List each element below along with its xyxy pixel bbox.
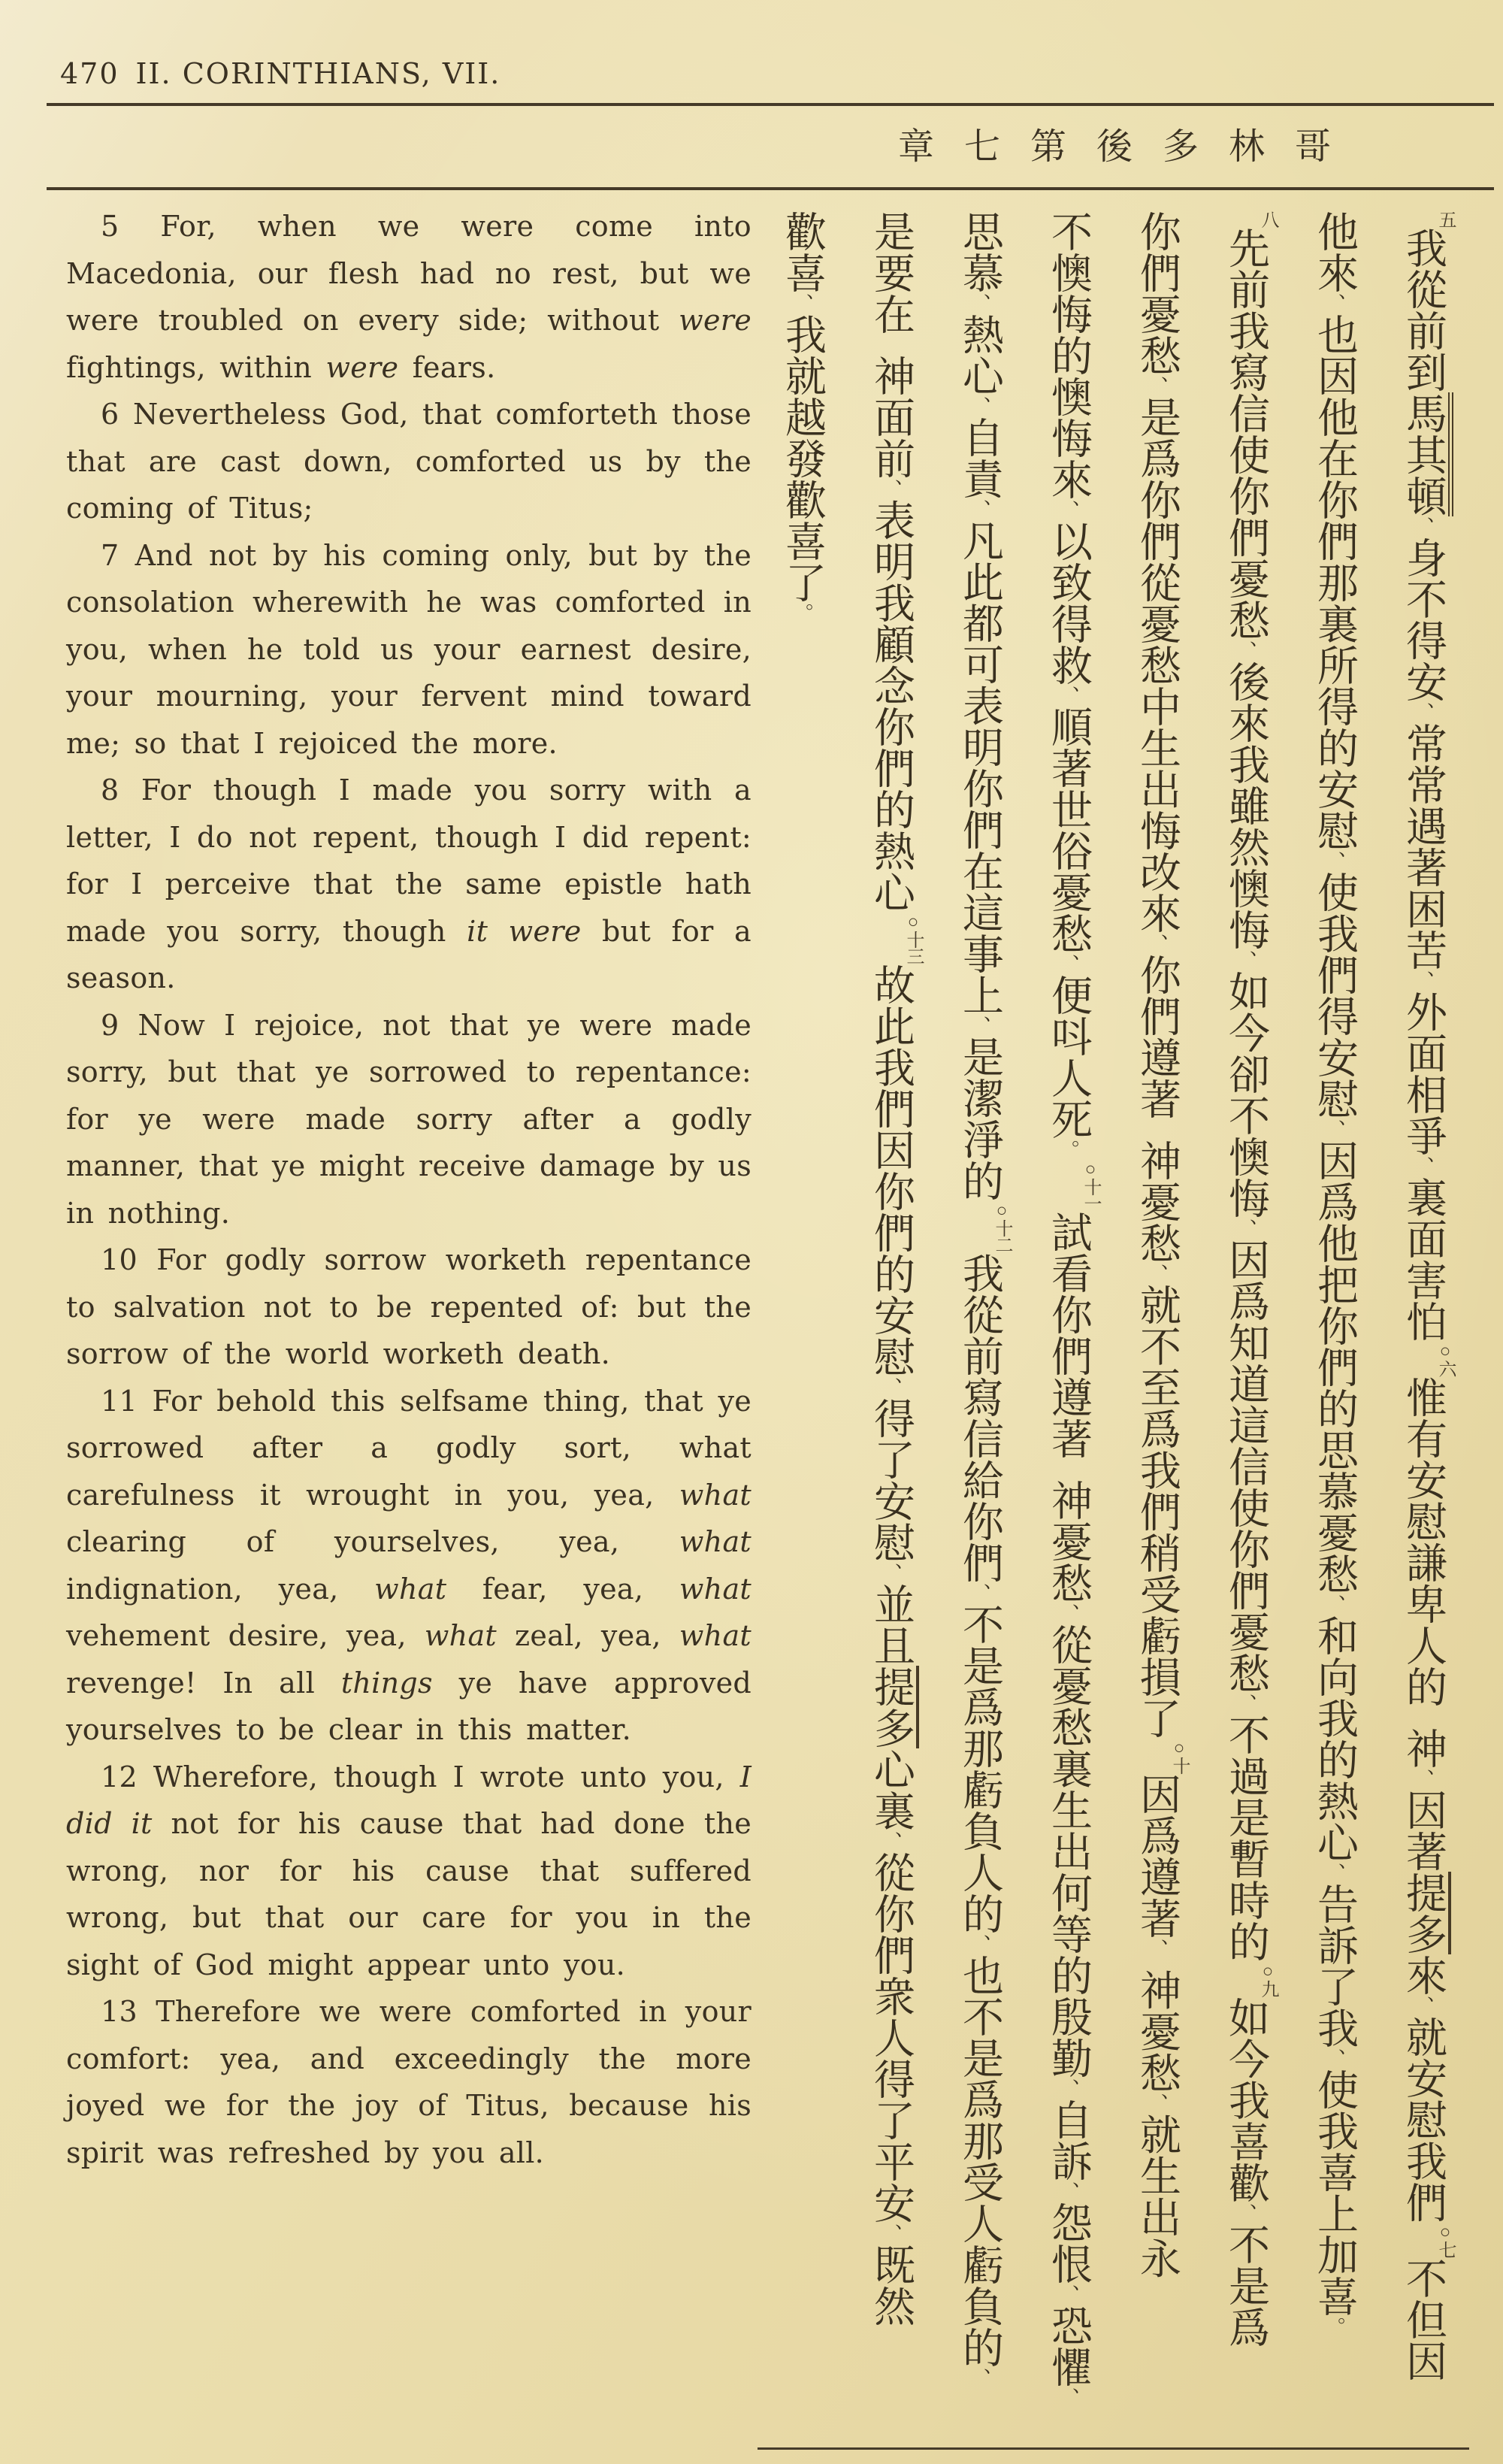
supplied-word: what: [679, 1619, 752, 1652]
proper-noun: 提多: [868, 1666, 919, 1748]
verse-text: 5 For, when we were come into Macedonia, our flesh had no rest, but we were troubled on every side; without: [66, 210, 752, 337]
punctuation-mark: 、: [1057, 2284, 1079, 2305]
supplied-word: what: [679, 1478, 752, 1512]
verse-number-marker: ○十二: [992, 1201, 1012, 1252]
supplied-word: it were: [467, 914, 582, 948]
punctuation-mark: 、: [1145, 934, 1168, 954]
page-number: 470: [60, 57, 119, 90]
punctuation-mark: 、: [1323, 1594, 1345, 1615]
verse-number-marker: ○七: [1435, 2223, 1455, 2257]
verse-paragraph: [66, 1002, 752, 1237]
verse-number-marker: ○十三: [903, 913, 923, 964]
punctuation-mark: 、: [879, 1377, 902, 1397]
punctuation-mark: 、: [968, 1016, 990, 1036]
punctuation-mark: [1057, 1459, 1079, 1479]
page-title-chinese: 章七第後多林哥: [897, 127, 1361, 167]
supplied-word: were: [679, 304, 752, 337]
punctuation-mark: 。: [1057, 1140, 1079, 1160]
verse-paragraph: [66, 532, 752, 767]
verse-number-marker: ○九: [1258, 1962, 1278, 1996]
supplied-word: what: [424, 1619, 497, 1652]
verse-number-marker: 八: [1258, 210, 1278, 227]
supplied-word: things: [340, 1666, 433, 1700]
supplied-word: were: [325, 350, 399, 384]
page-header-english: [60, 57, 500, 90]
punctuation-mark: 、: [879, 2223, 902, 2244]
verse-text: 9 Now I rejoice, not that ye were made sorry, but that ye sorrowed to repentance: for ye were made sorry after a godly manner, that ye might receive damage by us in nothing.: [66, 1008, 752, 1230]
punctuation-mark: 、: [1411, 970, 1434, 991]
punctuation-mark: 、: [879, 1831, 902, 1851]
punctuation-mark: 、: [968, 1934, 990, 1954]
punctuation-mark: 、: [968, 1583, 990, 1603]
verse-text: 7 And not by his coming only, but by the consolation wherewith he was comforted in you, when he told us your earnest desire, your mourning, your fervent mind toward me; so that I rejoiced the more.: [66, 538, 752, 760]
verse-text: fear, yea,: [446, 1572, 679, 1606]
punctuation-mark: 、: [1234, 2203, 1257, 2223]
left-border: [0, 0, 2, 2356]
verse-paragraph: [66, 1754, 752, 1989]
punctuation-mark: 、: [968, 499, 990, 519]
verse-text: vehement desire, yea,: [66, 1619, 425, 1652]
verse-text: zeal, yea,: [496, 1619, 679, 1652]
chinese-column: 八先前我寫信使你們憂愁、後來我雖然懊悔、如今卻不懊悔、因爲知道這信使你們憂愁、不過是暫時的○九如今我喜歡、不是爲: [1223, 210, 1278, 2347]
verse-number-marker: ○十一: [1081, 1160, 1100, 1211]
verse-text: but for a season.: [66, 914, 752, 994]
english-text-column: [66, 203, 752, 2176]
punctuation-mark: [879, 334, 902, 355]
punctuation-mark: 、: [1234, 1218, 1257, 1239]
supplied-word: I did it: [66, 1760, 752, 1840]
verse-text: 12 Wherefore, though I wrote unto you,: [101, 1760, 740, 1794]
verse-text: 6 Nevertheless God, that comforteth those that are cast down, comforted us by the coming of Titus;: [66, 398, 752, 525]
punctuation-mark: [1145, 1119, 1168, 1140]
supplied-word: what: [679, 1572, 752, 1606]
punctuation-mark: 、: [879, 479, 902, 499]
chinese-column: 你們憂愁、是爲你們從憂愁中生出悔改來、你們遵著 神憂愁、就不至爲我們稍受虧損了○十因爲遵著、 神憂愁、就生出永: [1134, 210, 1189, 2279]
punctuation-mark: [1411, 1707, 1434, 1727]
top-rule: [47, 103, 1494, 106]
verse-text: 8 For though I made you sorry with a letter, I do not repent, though I did repent: for I perceive that the same epistle hath made you sorry, though: [66, 773, 752, 948]
punctuation-mark: [1145, 1949, 1168, 1969]
verse-paragraph: [66, 767, 752, 1002]
chinese-column: 思慕、熱心、自責、凡此都可表明你們在這事上、是潔淨的○十二我從前寫信給你們、不是爲那虧負人的、也不是爲那受人虧負的、: [957, 210, 1012, 2388]
chinese-column: 不懊悔的懊悔來、以致得救、順著世俗憂愁、便呌人死。○十一試看你們遵著 神憂愁、從憂愁裏生出何等的殷勤、自訴、怨恨、恐懼、: [1045, 210, 1100, 2408]
verse-number-marker: 五: [1435, 210, 1455, 227]
verse-text: 10 For godly sorrow worketh repentance to salvation not to be repented of: but the sorrow of the world worketh death.: [66, 1243, 752, 1370]
verse-text: indignation, yea,: [66, 1572, 375, 1606]
punctuation-mark: 、: [1234, 950, 1257, 970]
verse-text: revenge! In all: [66, 1666, 341, 1700]
chinese-text-column: [761, 210, 1467, 2464]
punctuation-mark: 、: [1057, 1603, 1079, 1624]
punctuation-mark: 、: [879, 1563, 902, 1583]
proper-noun: 馬其頓: [1400, 392, 1453, 516]
verse-text: 13 Therefore we were comforted in your comfort: yea, and exceedingly the more joyed we for the joy of Titus, because his spirit was refreshed by you all.: [66, 1995, 752, 2169]
verse-paragraph: [66, 1378, 752, 1754]
punctuation-mark: 、: [1411, 516, 1434, 537]
punctuation-mark: 、: [1057, 2078, 1079, 2099]
supplied-word: what: [374, 1572, 447, 1606]
verse-text: clearing of yourselves, yea,: [66, 1525, 679, 1558]
punctuation-mark: 、: [1323, 1863, 1345, 1883]
column-divider: [0, 2356, 3, 2464]
verse-text: 11 For behold this selfsame thing, that ye sorrowed after a godly sort, what carefulness it wrought in you, yea,: [66, 1384, 752, 1512]
punctuation-mark: 、: [968, 293, 990, 313]
punctuation-mark: 、: [1411, 702, 1434, 722]
punctuation-mark: 、: [791, 293, 813, 313]
punctuation-mark: 、: [1057, 500, 1079, 520]
punctuation-mark: 、: [1411, 1996, 1434, 2016]
verse-number-marker: ○六: [1435, 1342, 1455, 1376]
verse-paragraph: [66, 391, 752, 532]
punctuation-mark: 、: [968, 396, 990, 416]
punctuation-mark: 、: [1323, 2048, 1345, 2069]
verse-text: fears.: [398, 350, 496, 384]
verse-paragraph: [66, 1237, 752, 1378]
punctuation-mark: 。: [791, 603, 813, 623]
supplied-word: what: [679, 1525, 752, 1558]
verse-paragraph: [66, 1988, 752, 2176]
punctuation-mark: 、: [1145, 2093, 1168, 2114]
punctuation-mark: 、: [1323, 1119, 1345, 1140]
verse-number-marker: ○十: [1169, 1739, 1189, 1773]
punctuation-mark: 、: [1234, 640, 1257, 661]
page-title-english: II. CORINTHIANS, VII.: [135, 57, 501, 90]
chinese-column: 歡喜、我就越發歡喜了。: [779, 210, 825, 623]
punctuation-mark: 、: [1057, 954, 1079, 974]
verse-text: fightings, within: [66, 350, 326, 384]
punctuation-mark: 、: [1323, 293, 1345, 313]
punctuation-mark: 、: [1411, 1156, 1434, 1176]
verse-text: not for his cause that had done the wrong, nor for his cause that suffered wrong, but that our care for you in the sight of God might appear unto you.: [66, 1807, 752, 1981]
header-rule: [47, 187, 1494, 190]
punctuation-mark: 、: [1145, 1939, 1168, 1949]
punctuation-mark: 、: [1323, 851, 1345, 871]
punctuation-mark: 、: [1145, 1264, 1168, 1284]
chinese-column: 是要在 神面前、表明我顧念你們的熱心○十三故此我們因你們的安慰、得了安慰、並且提多心裏、從你們衆人得了平安、既然: [868, 210, 923, 2326]
punctuation-mark: 。: [1323, 2317, 1345, 2337]
punctuation-mark: 、: [1057, 686, 1079, 706]
chinese-column: 他來、也因他在你們那裏所得的安慰、使我們得安慰、因爲他把你們的思慕憂愁、和向我的熱心、告訴了我、使我喜上加喜。: [1311, 210, 1357, 2337]
punctuation-mark: 、: [1411, 1769, 1434, 1789]
punctuation-mark: 、: [1057, 2387, 1079, 2408]
chinese-column: 五我從前到馬其頓、身不得安、常常遇著困苦、外面相爭、裏面害怕○六惟有安慰謙卑人的 神、因著提多來、就安慰我們○七不但因: [1400, 210, 1455, 2381]
verse-paragraph: [66, 203, 752, 391]
verse-text: ye have approved yourselves to be clear in this matter.: [66, 1666, 752, 1746]
punctuation-mark: 、: [1145, 376, 1168, 396]
proper-noun: 提多: [1400, 1872, 1451, 1954]
punctuation-mark: 、: [968, 2368, 990, 2388]
punctuation-mark: 、: [1234, 1694, 1257, 1714]
punctuation-mark: 、: [1057, 2181, 1079, 2202]
